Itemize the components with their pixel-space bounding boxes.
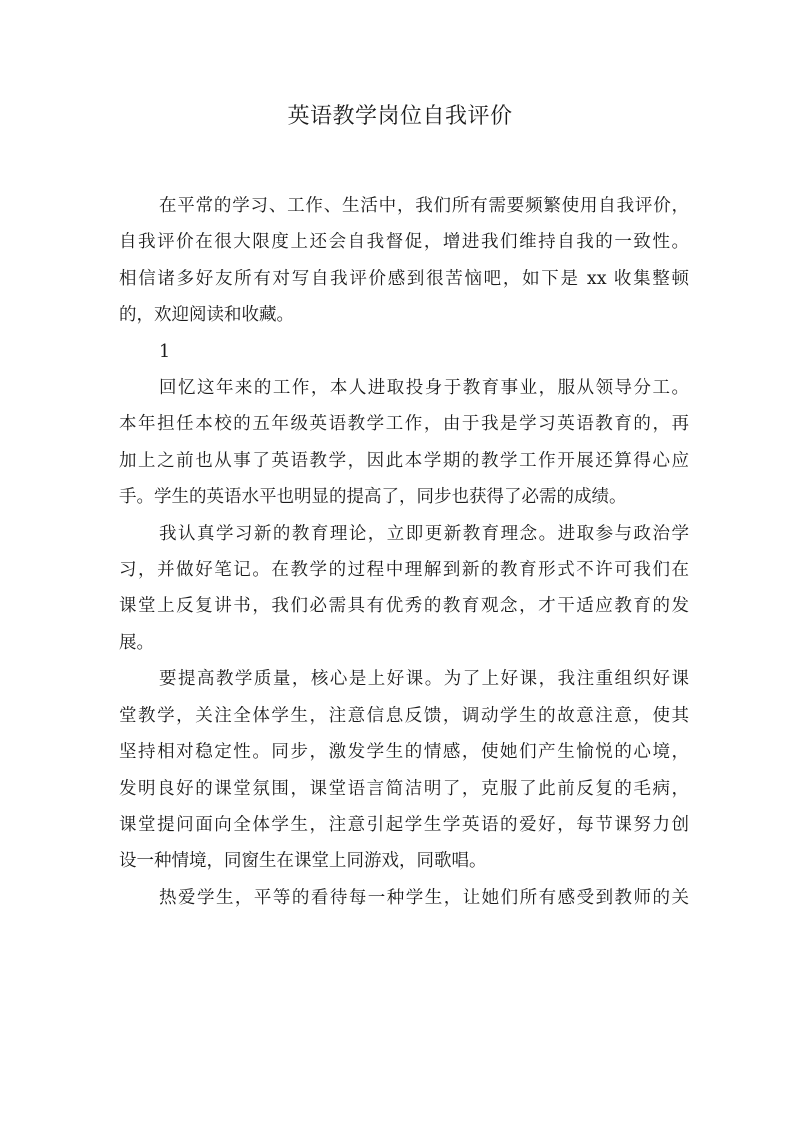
paragraph-line: 设一种情境，同窗生在课堂上同游戏，同歌唱。 xyxy=(119,851,487,872)
body-paragraph xyxy=(119,516,689,662)
paragraph-line: 手。学生的英语水平也明显的提高了，同步也获得了必需的成绩。 xyxy=(119,487,627,508)
section-number xyxy=(119,334,689,370)
paragraph-line: 课堂提问面向全体学生，注意引起学生学英语的爱好，每节课努力创 xyxy=(119,814,689,835)
paragraph-line: 在平常的学习、工作、生活中，我们所有需要频繁使用自我评价， xyxy=(159,196,689,216)
paragraph-line: 要提高教学质量，核心是上好课。为了上好课，我注重组织好课 xyxy=(159,669,689,690)
paragraph-line: 加上之前也从事了英语教学，因此本学期的教学工作开展还算得心应 xyxy=(119,450,689,471)
paragraph-line: 1 xyxy=(159,341,171,362)
body-paragraph xyxy=(119,370,689,516)
paragraph-line: 展。 xyxy=(119,632,154,653)
paragraph-line: 堂教学，关注全体学生，注意信息反馈，调动学生的故意注意，使其 xyxy=(119,705,689,726)
body-paragraph xyxy=(119,661,689,879)
paragraph-line: 坚持相对稳定性。同步，激发学生的情感，使她们产生愉悦的心境， xyxy=(119,742,689,763)
document-body xyxy=(119,188,689,916)
paragraph-line: 相信诸多好友所有对写自我评价感到很苦恼吧，如下是 xx 收集整顿 xyxy=(119,268,689,289)
paragraph-line: 习，并做好笔记。在教学的过程中理解到新的教育形式不许可我们在 xyxy=(119,560,689,581)
paragraph-line: 本年担任本校的五年级英语教学工作，由于我是学习英语教育的，再 xyxy=(119,414,689,435)
document-title: 英语教学岗位自我评价 xyxy=(287,104,513,129)
paragraph-line: 热爱学生，平等的看待每一种学生，让她们所有感受到教师的关 xyxy=(159,887,689,908)
paragraph-line: 发明良好的课堂氛围，课堂语言简洁明了，克服了此前反复的毛病， xyxy=(119,778,689,799)
paragraph-line: 的，欢迎阅读和收藏。 xyxy=(119,305,294,326)
body-paragraph xyxy=(119,880,689,916)
paragraph-line: 自我评价在很大限度上还会自我督促，增进我们维持自我的一致性。 xyxy=(119,232,689,253)
paragraph-line: 课堂上反复讲书，我们必需具有优秀的教育观念，才干适应教育的发 xyxy=(119,596,689,617)
paragraph-line: 我认真学习新的教育理论，立即更新教育理念。进取参与政治学 xyxy=(159,523,689,544)
paragraph-line: 回忆这年来的工作，本人进取投身于教育事业，服从领导分工。 xyxy=(159,378,689,399)
intro-paragraph xyxy=(119,188,689,334)
